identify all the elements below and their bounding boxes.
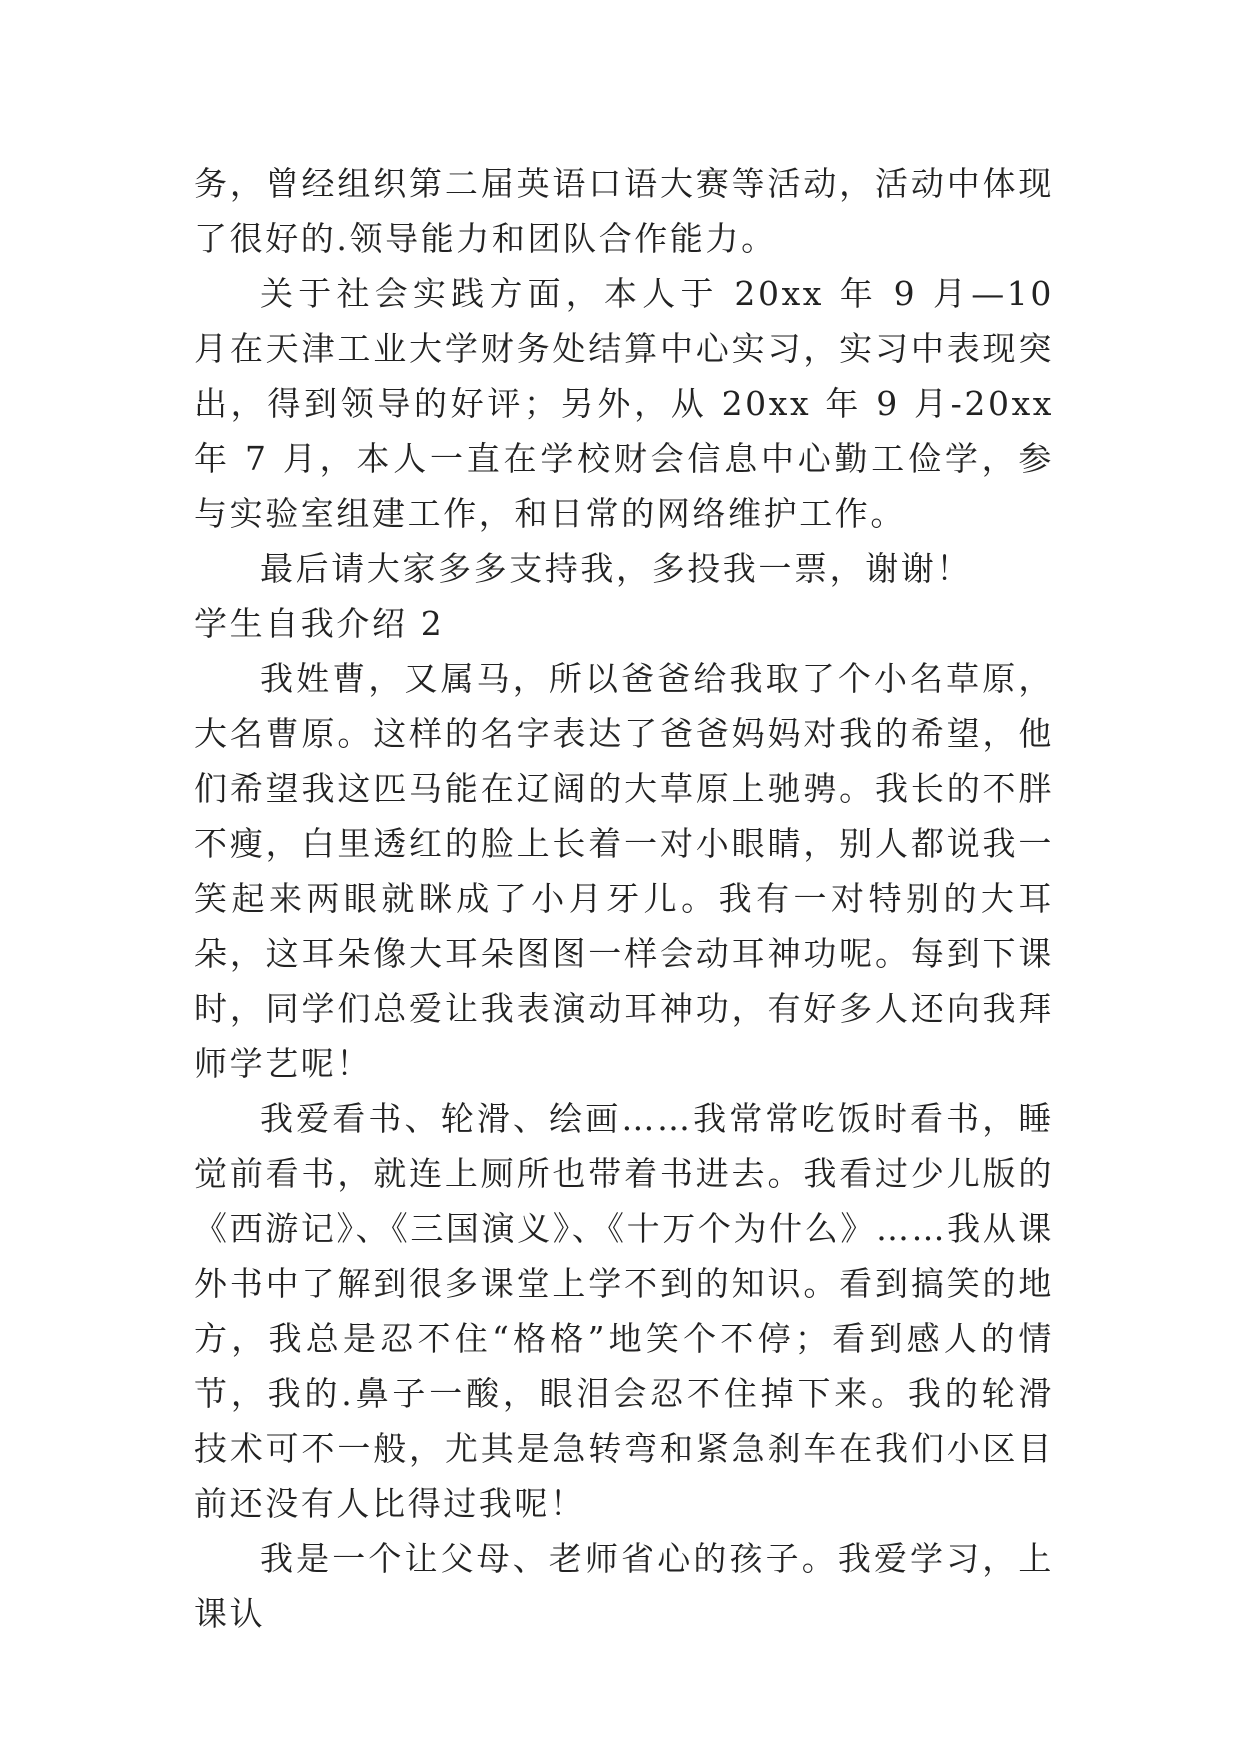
paragraph-intro-name: 我姓曹，又属马，所以爸爸给我取了个小名草原，大名曹原。这样的名字表达了爸爸妈妈对我的希望，他们希望我这匹马能在辽阔的大草原上驰骋。我长的不胖不瘦，白里透红的脸上长着一对小眼睛，别人都说我一笑起来两眼就眯成了小月牙儿。我有一对特别的大耳朵，这耳朵像大耳朵图图一样会动耳神功呢。每到下课时，同学们总爱让我表演动耳神功，有好多人还向我拜师学艺呢！ — [194, 659, 1054, 1083]
paragraph-closing: 最后请大家多多支持我，多投我一票，谢谢！ — [260, 549, 972, 588]
paragraph-hobbies: 我爱看书、轮滑、绘画……我常常吃饭时看书，睡觉前看书，就连上厕所也带着书进去。我看过少儿版的《西游记》、《三国演义》、《十万个为什么》……我从课外书中了解到很多课堂上学不到的知识。看到搞笑的地方，我总是忍不住“格格”地笑个不停；看到感人的情节，我的.鼻子一酸，眼泪会忍不住掉下来。我的轮滑技术可不一般，尤其是急转弯和紧急刹车在我们小区目前还没有人比得过我呢！ — [194, 1099, 1054, 1523]
paragraph-social-practice: 关于社会实践方面，本人于 20xx 年 9 月—10 月在天津工业大学财务处结算中心实习，实习中表现突出，得到领导的好评；另外，从 20xx 年 9 月-20xx 年 7 月，本人一直在学校财会信息中心勤工俭学，参与实验室组建工作，和日常的网络维护工作。 — [194, 274, 1054, 533]
section-heading: 学生自我介绍 2 — [194, 604, 445, 643]
paragraph-study: 我是一个让父母、老师省心的孩子。我爱学习，上课认 — [194, 1539, 1054, 1633]
paragraph-continued: 务，曾经组织第二届英语口语大赛等活动，活动中体现了很好的.领导能力和团队合作能力。 — [194, 164, 1054, 258]
document-body — [194, 156, 1054, 1641]
